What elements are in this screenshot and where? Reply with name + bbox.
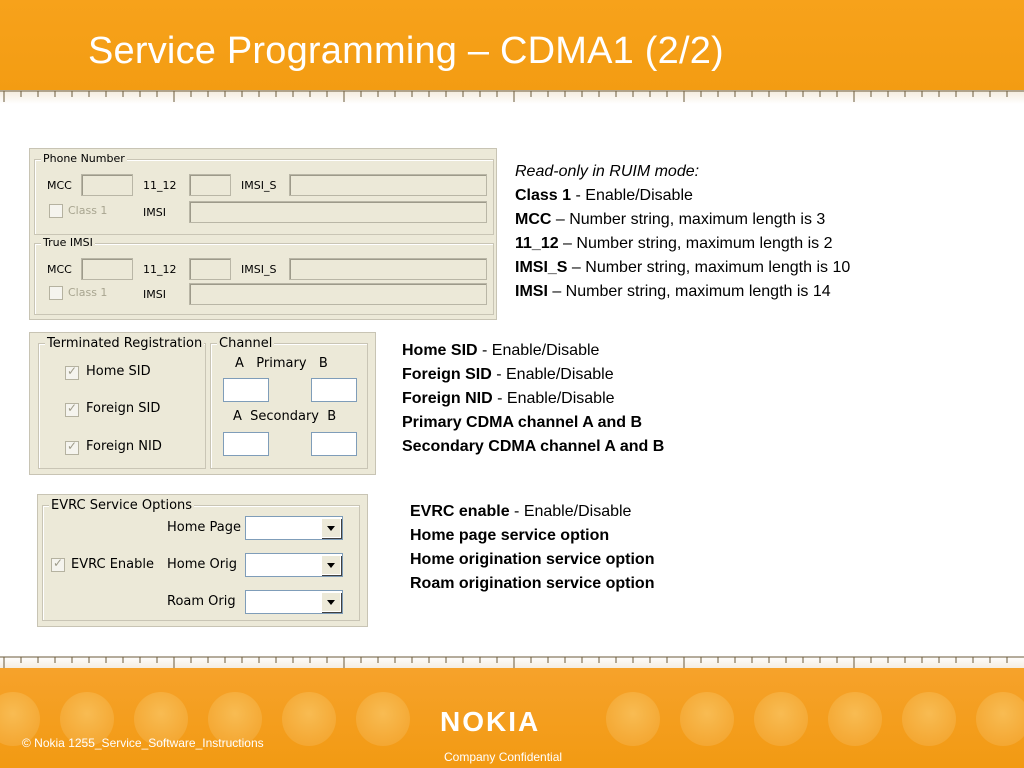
true-imsi-s-label: IMSI_S [241,263,277,276]
desc1-line [515,256,850,280]
secondary-channel-b-input[interactable] [311,432,357,456]
decorative-circle [356,692,410,746]
home-page-label: Home Page [167,520,241,535]
desc2-term: Primary CDMA channel A and B [402,414,643,431]
slide-title: Service Programming – CDMA1 (2/2) [88,30,724,72]
desc1-text: – Number string, maximum length is 10 [567,259,851,276]
true-mcc-label: MCC [47,263,72,276]
primary-channel-label: A Primary B [235,356,328,371]
desc1-text: – Number string, maximum length is 14 [547,283,831,300]
desc1-text: – Number string, maximum length is 3 [551,211,826,228]
home-sid-label: Home SID [86,364,151,379]
secondary-channel-label: A Secondary B [233,409,337,424]
true-class1-label: Class 1 [68,286,108,299]
desc1-line [515,184,850,208]
class1-label: Class 1 [68,204,108,217]
true-field-11-12-label: 11_12 [143,263,177,276]
secondary-channel-a-input[interactable] [223,432,269,456]
desc1-term: IMSI_S [515,259,568,276]
imsi-s-label: IMSI_S [241,179,277,192]
desc3-term: Home origination service option [410,551,655,568]
desc1-line [515,208,850,232]
imsi-label: IMSI [143,206,166,219]
desc1-term: 11_12 [515,235,559,252]
decorative-circle [282,692,336,746]
decorative-circle [680,692,734,746]
primary-channel-a-input[interactable] [223,378,269,402]
true-imsi-label: IMSI [143,288,166,301]
desc2-line [402,339,664,363]
imsi-description [515,160,850,304]
channel-group [210,336,368,469]
class1-checkbox[interactable] [49,204,63,218]
registration-description [402,339,664,459]
phone-number-group [34,152,494,235]
field-11-12-input[interactable] [189,174,231,196]
field-11-12-label: 11_12 [143,179,177,192]
mcc-label: MCC [47,179,72,192]
chevron-down-icon[interactable] [321,518,341,538]
foreign-nid-checkbox[interactable] [65,441,79,455]
terminated-registration-legend: Terminated Registration [47,336,203,351]
copyright-text: © Nokia 1255_Service_Software_Instructions [22,736,264,750]
desc3-line [410,524,654,548]
registration-channel-panel [29,332,376,475]
roam-orig-select[interactable] [245,590,343,614]
decorative-circle [976,692,1024,746]
desc1-text: – Number string, maximum length is 2 [558,235,833,252]
true-imsi-input[interactable] [189,283,487,305]
desc3-line [410,500,654,524]
chevron-down-icon[interactable] [321,555,341,575]
desc2-term: Foreign SID [402,366,492,383]
desc2-line [402,363,664,387]
foreign-sid-checkbox[interactable] [65,403,79,417]
true-imsi-s-input[interactable] [289,258,487,280]
evrc-enable-label: EVRC Enable [71,557,154,572]
desc3-term: Home page service option [410,527,610,544]
true-imsi-group [34,236,494,315]
home-orig-label: Home Orig [167,557,237,572]
mcc-input[interactable] [81,174,133,196]
evrc-service-options-group [42,498,360,621]
imsi-s-input[interactable] [289,174,487,196]
read-only-note: Read-only in RUIM mode: [515,163,700,180]
primary-channel-b-input[interactable] [311,378,357,402]
desc2-line [402,435,664,459]
true-mcc-input[interactable] [81,258,133,280]
evrc-legend: EVRC Service Options [51,498,193,513]
true-class1-checkbox[interactable] [49,286,63,300]
desc1-text: - Enable/Disable [571,187,693,204]
channel-legend: Channel [219,336,273,351]
desc3-line [410,572,654,596]
decorative-circle [902,692,956,746]
desc3-term: Roam origination service option [410,575,655,592]
chevron-down-icon[interactable] [321,592,341,612]
desc2-line [402,387,664,411]
foreign-nid-label: Foreign NID [86,439,162,454]
desc2-term: Foreign NID [402,390,493,407]
desc2-term: Secondary CDMA channel A and B [402,438,665,455]
decorative-circle [606,692,660,746]
confidential-text: Company Confidential [444,750,563,764]
desc1-term: IMSI [515,283,548,300]
roam-orig-label: Roam Orig [167,594,236,609]
decorative-circle [754,692,808,746]
desc2-term: Home SID [402,342,478,359]
home-page-select[interactable] [245,516,343,540]
decorative-circle [828,692,882,746]
desc2-text: - Enable/Disable [491,366,614,383]
slide-footer [0,668,1024,768]
desc2-text: - Enable/Disable [492,390,615,407]
terminated-registration-group [38,336,206,469]
ruler-divider-top [0,90,1024,104]
desc3-line [410,548,654,572]
home-orig-select[interactable] [245,553,343,577]
imsi-input[interactable] [189,201,487,223]
true-imsi-legend: True IMSI [43,236,93,249]
foreign-sid-label: Foreign SID [86,401,161,416]
home-sid-checkbox[interactable] [65,366,79,380]
desc1-term: Class 1 [515,187,572,204]
desc1-line [515,232,850,256]
desc3-term: EVRC enable [410,503,510,520]
desc2-text: - Enable/Disable [477,342,600,359]
phone-number-legend: Phone Number [43,152,125,165]
desc2-line [402,411,664,435]
desc1-line [515,280,850,304]
evrc-enable-checkbox[interactable] [51,558,65,572]
evrc-description [410,500,654,596]
imsi-settings-panel [29,148,497,320]
desc3-text: - Enable/Disable [509,503,632,520]
true-field-11-12-input[interactable] [189,258,231,280]
evrc-panel [37,494,368,627]
desc1-term: MCC [515,211,552,228]
slide-header [0,0,1024,92]
nokia-logo: NOKIA [440,706,541,737]
